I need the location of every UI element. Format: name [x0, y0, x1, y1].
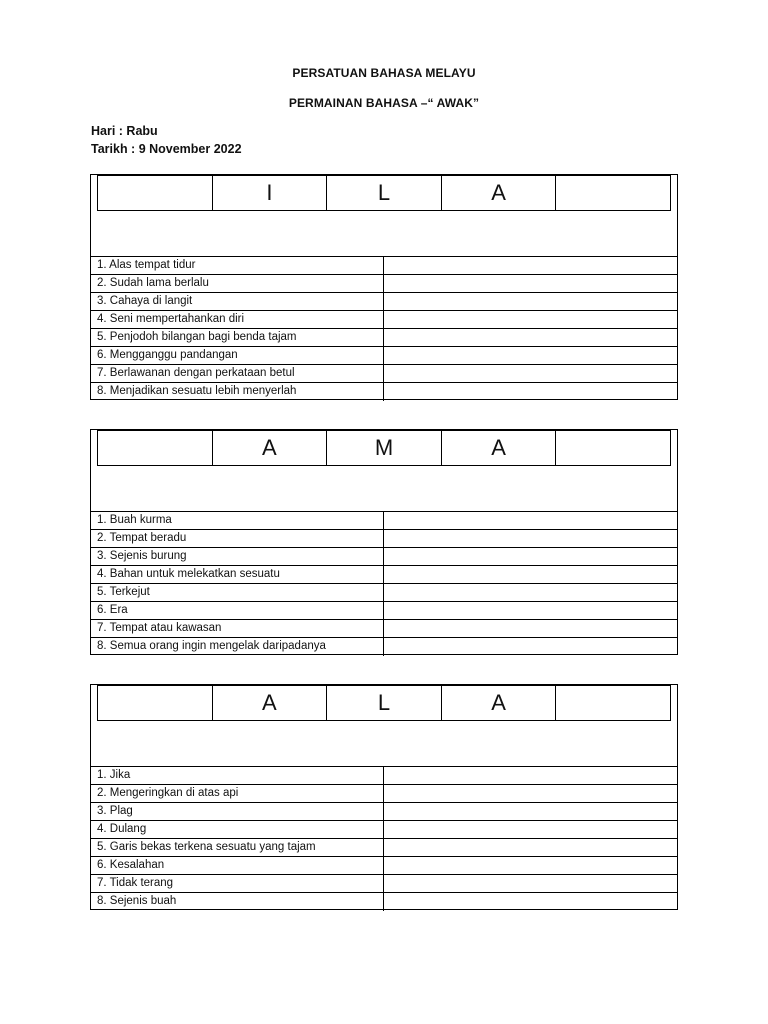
answer-cell[interactable]: [384, 548, 677, 565]
clue-text: 5. Garis bekas terkena sesuatu yang tajam: [91, 839, 384, 856]
clue-text: 4. Dulang: [91, 821, 384, 838]
answer-cell[interactable]: [384, 275, 677, 292]
clue-text: 3. Cahaya di langit: [91, 293, 384, 310]
puzzle-2: [90, 429, 678, 655]
letter-grid: [97, 685, 671, 721]
clue-row: [91, 584, 677, 602]
clue-row: [91, 767, 677, 785]
answer-cell[interactable]: [384, 365, 677, 382]
clue-row: [91, 857, 677, 875]
clue-row: [91, 530, 677, 548]
clue-text: 5. Terkejut: [91, 584, 384, 601]
clue-row: [91, 512, 677, 530]
clue-row: [91, 275, 677, 293]
clue-row: [91, 821, 677, 839]
puzzle-1: [90, 174, 678, 400]
answer-cell[interactable]: [384, 821, 677, 838]
clue-text: 3. Plag: [91, 803, 384, 820]
clue-text: 6. Mengganggu pandangan: [91, 347, 384, 364]
clue-row: [91, 347, 677, 365]
letter-grid: [97, 175, 671, 211]
clue-row: [91, 293, 677, 311]
letter-cell[interactable]: L: [327, 176, 442, 210]
date-label: Tarikh : 9 November 2022: [91, 142, 242, 156]
clue-row: [91, 257, 677, 275]
answer-cell[interactable]: [384, 767, 677, 784]
answer-cell[interactable]: [384, 311, 677, 328]
answer-cell[interactable]: [384, 584, 677, 601]
clue-table: [91, 511, 677, 656]
answer-cell[interactable]: [384, 785, 677, 802]
clue-text: 1. Alas tempat tidur: [91, 257, 384, 274]
letter-cell[interactable]: A: [442, 431, 557, 465]
answer-cell[interactable]: [384, 893, 677, 911]
clue-row: [91, 548, 677, 566]
clue-row: [91, 875, 677, 893]
answer-cell[interactable]: [384, 638, 677, 656]
letter-cell[interactable]: A: [213, 431, 328, 465]
clue-row: [91, 638, 677, 656]
clue-text: 2. Tempat beradu: [91, 530, 384, 547]
answer-cell[interactable]: [384, 383, 677, 401]
clue-text: 7. Tempat atau kawasan: [91, 620, 384, 637]
clue-row: [91, 329, 677, 347]
answer-cell[interactable]: [384, 329, 677, 346]
clue-text: 8. Semua orang ingin mengelak daripadanya: [91, 638, 384, 656]
document-title: PERSATUAN BAHASA MELAYU: [292, 66, 476, 80]
letter-cell[interactable]: A: [442, 176, 557, 210]
letter-cell[interactable]: [556, 176, 670, 210]
answer-cell[interactable]: [384, 602, 677, 619]
letter-cell[interactable]: A: [442, 686, 557, 720]
answer-cell[interactable]: [384, 857, 677, 874]
letter-cell[interactable]: I: [213, 176, 328, 210]
answer-cell[interactable]: [384, 566, 677, 583]
clue-text: 8. Sejenis buah: [91, 893, 384, 911]
clue-text: 4. Seni mempertahankan diri: [91, 311, 384, 328]
clue-text: 7. Berlawanan dengan perkataan betul: [91, 365, 384, 382]
puzzle-3: [90, 684, 678, 910]
letter-cell[interactable]: [98, 176, 213, 210]
letter-cell[interactable]: [98, 686, 213, 720]
answer-cell[interactable]: [384, 512, 677, 529]
clue-row: [91, 620, 677, 638]
clue-row: [91, 566, 677, 584]
letter-cell[interactable]: M: [327, 431, 442, 465]
clue-row: [91, 803, 677, 821]
clue-row: [91, 311, 677, 329]
answer-cell[interactable]: [384, 839, 677, 856]
letter-cell[interactable]: [556, 686, 670, 720]
clue-text: 7. Tidak terang: [91, 875, 384, 892]
clue-text: 5. Penjodoh bilangan bagi benda tajam: [91, 329, 384, 346]
answer-cell[interactable]: [384, 293, 677, 310]
clue-text: 1. Buah kurma: [91, 512, 384, 529]
answer-cell[interactable]: [384, 347, 677, 364]
answer-cell[interactable]: [384, 620, 677, 637]
clue-text: 3. Sejenis burung: [91, 548, 384, 565]
letter-cell[interactable]: L: [327, 686, 442, 720]
letter-grid: [97, 430, 671, 466]
clue-row: [91, 785, 677, 803]
document-subtitle: PERMAINAN BAHASA –“ AWAK”: [288, 96, 480, 110]
clue-text: 8. Menjadikan sesuatu lebih menyerlah: [91, 383, 384, 401]
day-label: Hari : Rabu: [91, 124, 158, 138]
clue-table: [91, 766, 677, 911]
clue-text: 6. Kesalahan: [91, 857, 384, 874]
answer-cell[interactable]: [384, 257, 677, 274]
clue-row: [91, 602, 677, 620]
clue-text: 4. Bahan untuk melekatkan sesuatu: [91, 566, 384, 583]
answer-cell[interactable]: [384, 875, 677, 892]
clue-row: [91, 839, 677, 857]
clue-row: [91, 365, 677, 383]
letter-cell[interactable]: [556, 431, 670, 465]
answer-cell[interactable]: [384, 803, 677, 820]
clue-table: [91, 256, 677, 401]
letter-cell[interactable]: A: [213, 686, 328, 720]
answer-cell[interactable]: [384, 530, 677, 547]
clue-text: 2. Sudah lama berlalu: [91, 275, 384, 292]
letter-cell[interactable]: [98, 431, 213, 465]
clue-text: 1. Jika: [91, 767, 384, 784]
clue-row: [91, 383, 677, 401]
clue-text: 2. Mengeringkan di atas api: [91, 785, 384, 802]
clue-text: 6. Era: [91, 602, 384, 619]
clue-row: [91, 893, 677, 911]
